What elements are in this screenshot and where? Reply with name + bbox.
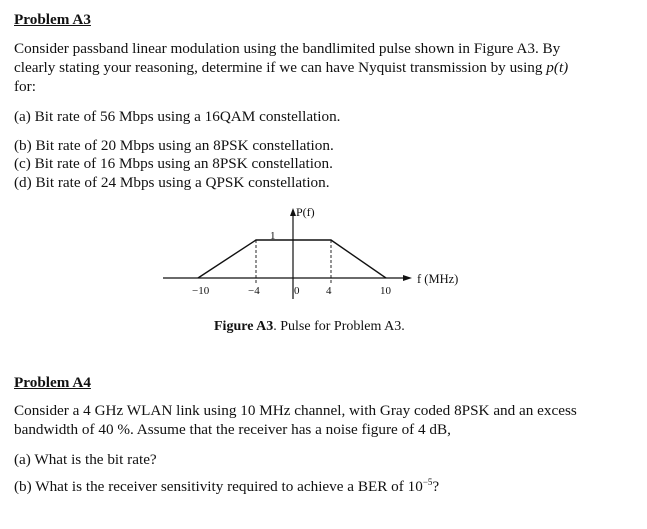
ber-exponent: −5: [422, 477, 433, 487]
tick-label-minus-10: −10: [192, 285, 210, 297]
amplitude-label: 1: [270, 230, 276, 242]
y-axis-label: P(f): [296, 205, 315, 219]
problem-a3-heading: Problem A3: [14, 11, 91, 28]
problem-a3-item-a: (a) Bit rate of 56 Mbps using a 16QAM constellation.: [14, 108, 341, 125]
problem-a4-question-b: (b) What is the receiver sensitivity required to achieve a BER of $10^{-5}$?: [14, 477, 440, 495]
problem-a4-heading: Problem A4: [14, 374, 91, 391]
problem-a3-item-c: (c) Bit rate of 16 Mbps using an 8PSK constellation.: [14, 155, 333, 172]
x-axis-label: f (MHz): [417, 272, 459, 286]
tick-label-10: 10: [380, 285, 391, 297]
problem-a3-item-b: (b) Bit rate of 20 Mbps using an 8PSK constellation.: [14, 137, 334, 154]
problem-a3-item-d: (d) Bit rate of 24 Mbps using a QPSK constellation.: [14, 174, 330, 191]
problem-a4-question-a: (a) What is the bit rate?: [14, 451, 157, 468]
problem-a4-line-2: bandwidth of 40 %. Assume that the receiver has a noise figure of 4 dB,: [14, 421, 451, 438]
pulse-shape: [198, 240, 386, 278]
problem-a3-intro-line-3: for:: [14, 78, 36, 95]
problem-a3-intro-line-1: Consider passband linear modulation using the bandlimited pulse shown in Figure A3. By: [14, 40, 561, 57]
problem-a3-intro-line-2: clearly stating your reasoning, determine if we can have Nyquist transmission by using p(t): [14, 59, 569, 76]
tick-label-0: 0: [294, 285, 300, 297]
pulse-symbol: p(t): [546, 59, 569, 76]
problem-a4-line-1: Consider a 4 GHz WLAN link using 10 MHz channel, with Gray coded 8PSK and an excess: [14, 402, 577, 419]
tick-label-4: 4: [326, 285, 332, 297]
tick-label-minus-4: −4: [248, 285, 260, 297]
x-axis-arrow: [403, 275, 412, 281]
figure-caption: Figure A3. Pulse for Problem A3.: [214, 319, 405, 334]
